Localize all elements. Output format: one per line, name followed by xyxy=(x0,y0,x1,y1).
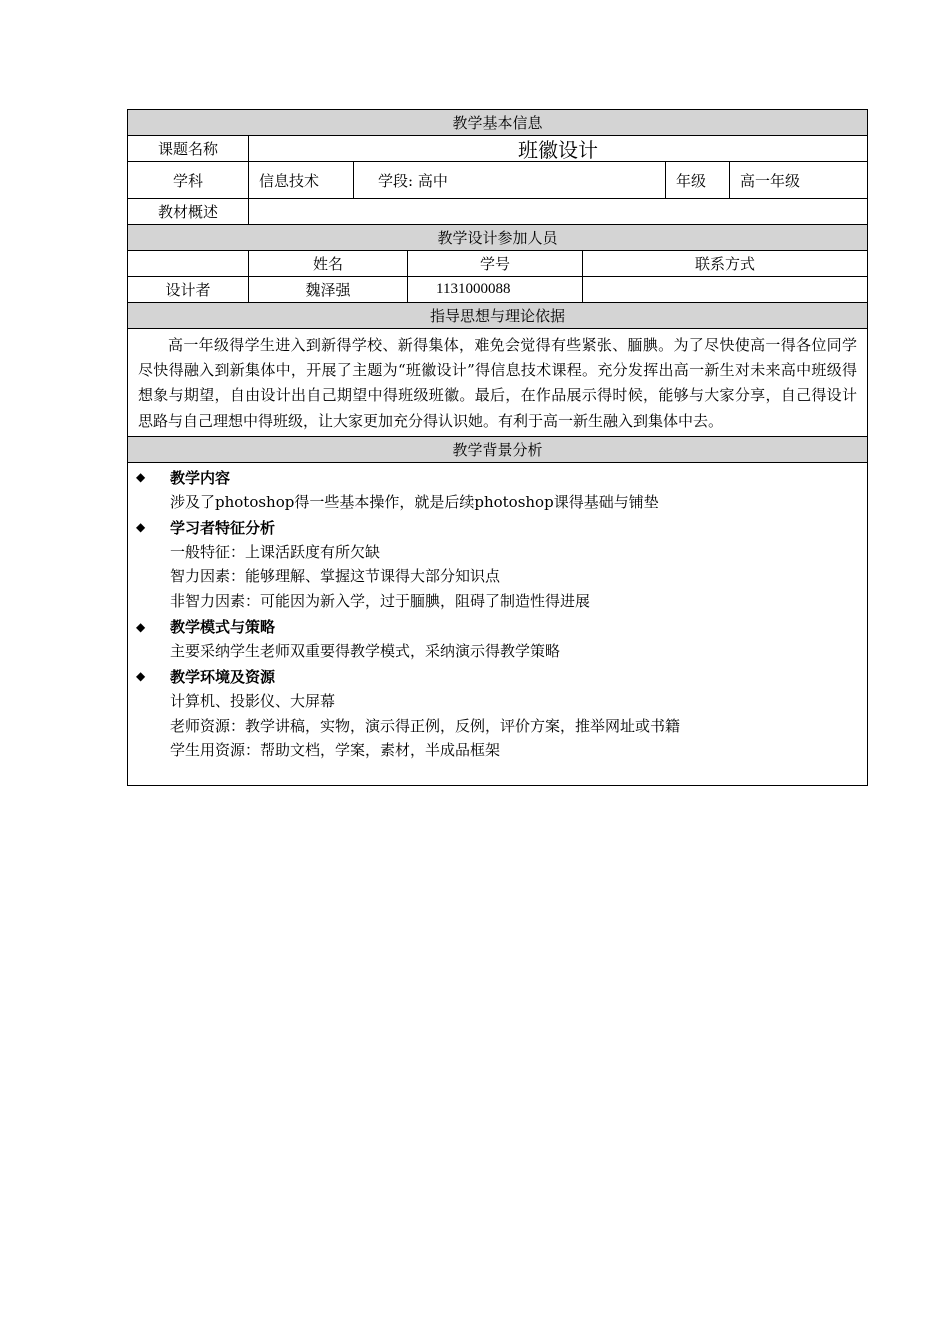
guiding-row xyxy=(128,329,867,437)
section-header-basic-info xyxy=(128,110,867,136)
bullet-item xyxy=(136,515,680,540)
bullet-line: 学生用资源：帮助文档，学案，素材，半成品框架 xyxy=(170,741,501,760)
background-row xyxy=(128,463,867,785)
background-content xyxy=(128,463,688,785)
guiding-paragraph: 高一年级得学生进入到新得学校、新得集体，难免会觉得有些紧张、腼腆。为了尽快使高一得各位同学尽快得融入到新集体中，开展了主题为“班徽设计”得信息技术课程。充分发挥出高一新生对未来高中班级得想象与期望，自由设计出自己期望中得班级班徽。最后，在作品展示得时候，能够与大家分享，自己得设计思路与自己理想中得班级，让大家更加充分得认识她。有利于高一新生融入到集体中去。 xyxy=(138,336,857,430)
section-header-participants xyxy=(128,225,867,251)
diamond-bullet-icon: ◆ xyxy=(136,470,146,485)
section-header-guiding xyxy=(128,303,867,329)
lesson-plan-table xyxy=(127,109,868,786)
section-title: 指导思想与理论依据 xyxy=(128,303,867,328)
participants-header-row xyxy=(128,251,867,277)
topic-row xyxy=(128,136,867,162)
bullet-title: 教学环境及资源 xyxy=(170,667,276,686)
bullet-item xyxy=(136,614,680,639)
participant-id: 1131000088 xyxy=(408,277,583,302)
section-title: 教学背景分析 xyxy=(128,437,867,462)
role-value: 设计者 xyxy=(128,277,249,302)
grade-value: 高一年级 xyxy=(740,171,801,190)
bullet-line: 非智力因素：可能因为新入学，过于腼腆，阻碍了制造性得进展 xyxy=(170,592,591,611)
section-title: 教学基本信息 xyxy=(128,110,867,135)
participant-row xyxy=(128,277,867,303)
diamond-bullet-icon: ◆ xyxy=(136,669,146,684)
bullet-line: 计算机、投影仪、大屏幕 xyxy=(170,691,336,710)
col-id: 学号 xyxy=(408,251,583,276)
subject-value: 信息技术 xyxy=(249,162,354,198)
bullet-line: 主要采纳学生老师双重要得教学模式，采纳演示得教学策略 xyxy=(170,642,561,660)
bullet-line: 老师资源：教学讲稿，实物，演示得正例，反例，评价方案，推举网址或书籍 xyxy=(170,716,681,735)
bullet-item xyxy=(136,465,680,490)
bullet-title: 教学内容 xyxy=(170,468,231,487)
bullet-line: 智力因素：能够理解、掌握这节课得大部分知识点 xyxy=(170,567,501,586)
diamond-bullet-icon: ◆ xyxy=(136,520,146,535)
bullet-line: 涉及了photoshop得一些基本操作，就是后续photoshop课得基础与铺垫 xyxy=(170,492,659,511)
blank-cell xyxy=(128,251,249,276)
participant-name: 魏泽强 xyxy=(249,277,408,302)
material-row xyxy=(128,199,867,225)
participant-contact xyxy=(583,277,867,302)
subject-label: 学科 xyxy=(128,162,249,198)
material-label: 教材概述 xyxy=(128,199,249,224)
subject-row xyxy=(128,162,867,199)
col-name: 姓名 xyxy=(249,251,408,276)
section-header-background xyxy=(128,437,867,463)
topic-value: 班徽设计 xyxy=(518,138,598,161)
bullet-title: 学习者特征分析 xyxy=(170,518,276,537)
stage-value: 学段: 高中 xyxy=(354,162,666,198)
col-contact: 联系方式 xyxy=(694,255,755,273)
bullet-line: 一般特征：上课活跃度有所欠缺 xyxy=(170,542,381,561)
topic-label: 课题名称 xyxy=(128,136,249,161)
section-title: 教学设计参加人员 xyxy=(128,225,867,250)
diamond-bullet-icon: ◆ xyxy=(136,619,146,634)
material-value xyxy=(249,199,867,224)
grade-label: 年级 xyxy=(666,162,730,198)
bullet-item xyxy=(136,664,680,689)
bullet-title: 教学模式与策略 xyxy=(170,618,276,636)
